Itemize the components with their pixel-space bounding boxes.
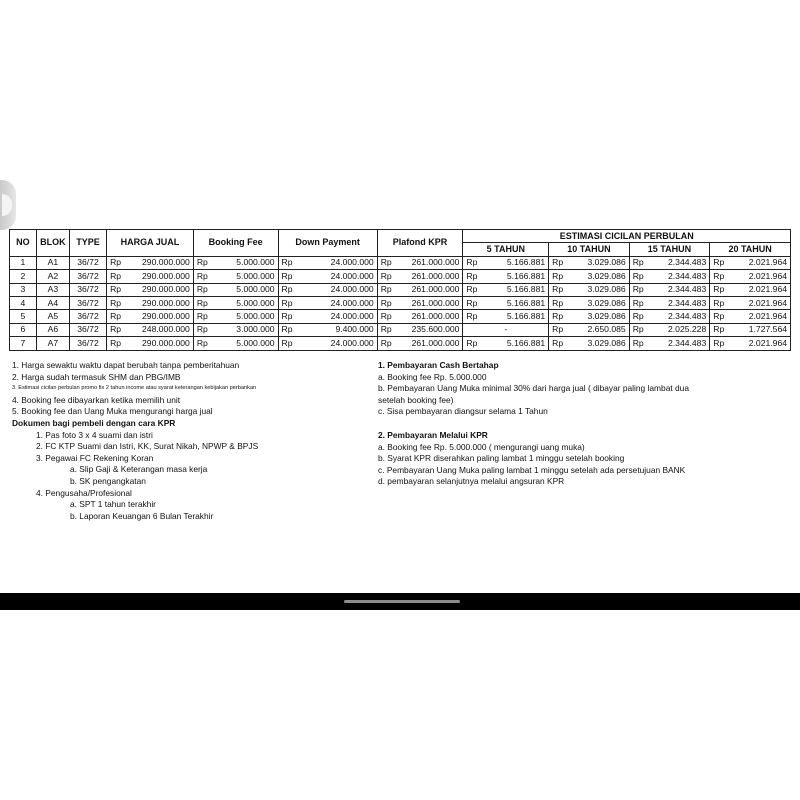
cell-blok: A7 xyxy=(36,337,69,350)
price-table xyxy=(9,229,791,351)
kpr-item-b: b. Syarat KPR diserahkan paling lambat 1 minggu setelah booking xyxy=(378,453,625,464)
notes-left xyxy=(12,360,372,522)
note-1: 1. Harga sewaktu waktu dapat berubah tanpa pemberitahuan xyxy=(12,360,240,370)
cell-cicilan-10: 3.029.086 xyxy=(565,296,629,309)
currency-label: Rp xyxy=(278,256,295,269)
header-plafond-kpr: Plafond KPR xyxy=(377,230,463,257)
cell-no: 6 xyxy=(10,323,37,336)
kpr-item-a: a. Booking fee Rp. 5.000.000 ( mengurangi uang muka) xyxy=(378,441,585,452)
currency-label: Rp xyxy=(193,296,210,309)
cash-item-b-line2: setelah booking fee) xyxy=(378,394,454,405)
cell-no: 4 xyxy=(10,296,37,309)
currency-label: Rp xyxy=(710,337,727,350)
currency-label: Rp xyxy=(377,296,394,309)
cash-payment-title: 1. Pembayaran Cash Bertahap xyxy=(378,360,499,370)
cell-plafond: 261.000.000 xyxy=(394,337,463,350)
cell-plafond: 261.000.000 xyxy=(394,296,463,309)
table-row xyxy=(10,283,791,296)
table-row xyxy=(10,323,791,336)
header-booking-fee: Booking Fee xyxy=(193,230,278,257)
currency-label: Rp xyxy=(463,310,480,323)
cell-cicilan-5: 5.166.881 xyxy=(479,296,548,309)
cell-plafond: 261.000.000 xyxy=(394,283,463,296)
cell-down-payment: 9.400.000 xyxy=(295,323,378,336)
table-row xyxy=(10,310,791,323)
currency-label: Rp xyxy=(710,296,727,309)
document-item-4a: a. SPT 1 tahun terakhir xyxy=(70,499,156,510)
cell-harga-jual: 290.000.000 xyxy=(123,283,193,296)
cell-cicilan-15: 2.344.483 xyxy=(646,337,710,350)
currency-label: Rp xyxy=(193,283,210,296)
cell-blok: A3 xyxy=(36,283,69,296)
cell-cicilan-15: 2.344.483 xyxy=(646,256,710,269)
cash-item-a: a. Booking fee Rp. 5.000.000 xyxy=(378,371,487,382)
currency-label: Rp xyxy=(710,323,727,336)
currency-label: Rp xyxy=(629,256,646,269)
header-estimasi-cicilan: ESTIMASI CICILAN PERBULAN xyxy=(463,230,791,243)
currency-label: Rp xyxy=(629,283,646,296)
currency-label: Rp xyxy=(107,270,124,283)
cell-booking-fee: 3.000.000 xyxy=(210,323,278,336)
header-tenor-15: 15 TAHUN xyxy=(629,243,710,256)
currency-label: Rp xyxy=(377,270,394,283)
currency-label: Rp xyxy=(377,310,394,323)
cell-cicilan-10: 3.029.086 xyxy=(565,310,629,323)
cell-cicilan-15: 2.344.483 xyxy=(646,270,710,283)
cell-harga-jual: 290.000.000 xyxy=(123,256,193,269)
cell-blok: A1 xyxy=(36,256,69,269)
cell-booking-fee: 5.000.000 xyxy=(210,270,278,283)
cell-blok: A6 xyxy=(36,323,69,336)
cell-harga-jual: 290.000.000 xyxy=(123,296,193,309)
cell-harga-jual: 290.000.000 xyxy=(123,270,193,283)
cash-item-c: c. Sisa pembayaran diangsur selama 1 Tahun xyxy=(378,406,548,417)
cell-type: 36/72 xyxy=(69,337,106,350)
cell-blok: A5 xyxy=(36,310,69,323)
currency-label: Rp xyxy=(193,323,210,336)
kpr-item-c: c. Pembayaran Uang Muka paling lambat 1 minggu setelah ada persetujuan BANK xyxy=(378,464,686,475)
cell-booking-fee: 5.000.000 xyxy=(210,296,278,309)
currency-label: Rp xyxy=(463,337,480,350)
cell-plafond: 235.600.000 xyxy=(394,323,463,336)
currency-label: Rp xyxy=(463,270,480,283)
cell-cicilan-10: 3.029.086 xyxy=(565,283,629,296)
cell-type: 36/72 xyxy=(69,310,106,323)
cell-type: 36/72 xyxy=(69,296,106,309)
notes-right xyxy=(378,360,798,488)
cell-down-payment: 24.000.000 xyxy=(295,310,378,323)
document-item-3: 3. Pegawai FC Rekening Koran xyxy=(36,452,154,463)
header-blok: BLOK xyxy=(36,230,69,257)
currency-label: Rp xyxy=(463,296,480,309)
currency-label: Rp xyxy=(278,337,295,350)
bottom-bar xyxy=(0,593,800,610)
cell-cicilan-15: 2.025.228 xyxy=(646,323,710,336)
cell-cicilan-10: 3.029.086 xyxy=(565,256,629,269)
currency-label: Rp xyxy=(549,337,566,350)
currency-label: Rp xyxy=(549,256,566,269)
cell-cicilan-20: 1.727.564 xyxy=(726,323,790,336)
document-item-3a: a. Slip Gaji & Keterangan masa kerja xyxy=(70,464,208,475)
cell-no: 5 xyxy=(10,310,37,323)
cell-cicilan-20: 2.021.964 xyxy=(726,337,790,350)
cell-down-payment: 24.000.000 xyxy=(295,283,378,296)
cell-cicilan-5: 5.166.881 xyxy=(479,256,548,269)
currency-label: Rp xyxy=(549,270,566,283)
note-3: 3. Estimasi cicilan perbulan promo fix 2 tahun income atau syarat keterangan kebijakan perbankan xyxy=(12,385,257,392)
cell-down-payment: 24.000.000 xyxy=(295,296,378,309)
header-no: NO xyxy=(10,230,37,257)
table-row xyxy=(10,270,791,283)
currency-label: Rp xyxy=(629,270,646,283)
currency-label: Rp xyxy=(629,323,646,336)
currency-label: Rp xyxy=(193,310,210,323)
cell-plafond: 261.000.000 xyxy=(394,256,463,269)
cell-no: 2 xyxy=(10,270,37,283)
cell-type: 36/72 xyxy=(69,323,106,336)
kpr-payment-title: 2. Pembayaran Melalui KPR xyxy=(378,429,488,440)
currency-label: Rp xyxy=(193,337,210,350)
cell-type: 36/72 xyxy=(69,256,106,269)
cell-down-payment: 24.000.000 xyxy=(295,256,378,269)
header-tenor-20: 20 TAHUN xyxy=(710,243,791,256)
cell-booking-fee: 5.000.000 xyxy=(210,310,278,323)
cell-down-payment: 24.000.000 xyxy=(295,270,378,283)
cell-type: 36/72 xyxy=(69,270,106,283)
cell-cicilan-10: 3.029.086 xyxy=(565,337,629,350)
note-4: 4. Booking fee dibayarkan ketika memilih unit xyxy=(12,394,181,405)
document-item-4: 4. Pengusaha/Profesional xyxy=(36,487,132,498)
currency-label: Rp xyxy=(629,310,646,323)
header-harga-jual: HARGA JUAL xyxy=(107,230,194,257)
cell-cicilan-20: 2.021.964 xyxy=(726,296,790,309)
cell-no: 3 xyxy=(10,283,37,296)
cell-booking-fee: 5.000.000 xyxy=(210,337,278,350)
cell-harga-jual: 248.000.000 xyxy=(123,323,193,336)
cell-cicilan-5: 5.166.881 xyxy=(479,337,548,350)
note-5: 5. Booking fee dan Uang Muka mengurangi harga jual xyxy=(12,406,213,417)
cell-no: 1 xyxy=(10,256,37,269)
cell-cicilan-10: 3.029.086 xyxy=(565,270,629,283)
currency-label: Rp xyxy=(629,296,646,309)
currency-label: Rp xyxy=(463,283,480,296)
cell-type: 36/72 xyxy=(69,283,106,296)
cell-cicilan-5: 5.166.881 xyxy=(479,310,548,323)
currency-label: Rp xyxy=(107,296,124,309)
table-body xyxy=(10,256,791,350)
currency-label: Rp xyxy=(377,323,394,336)
cash-item-b-line1: b. Pembayaran Uang Muka minimal 30% dari harga jual ( dibayar paling lambat dua xyxy=(378,383,689,394)
currency-label: Rp xyxy=(278,310,295,323)
cell-plafond: 261.000.000 xyxy=(394,270,463,283)
document-item-2: 2. FC KTP Suami dan Istri, KK, Surat Nikah, NPWP & BPJS xyxy=(36,441,259,452)
document-item-1: 1. Pas foto 3 x 4 suami dan istri xyxy=(36,429,153,440)
cell-cicilan-5: 5.166.881 xyxy=(479,270,548,283)
cell-blok: A4 xyxy=(36,296,69,309)
document-item-3b: b. SK pengangkatan xyxy=(70,475,146,486)
cell-cicilan-20: 2.021.964 xyxy=(726,270,790,283)
cell-cicilan-15: 2.344.483 xyxy=(646,283,710,296)
currency-label: Rp xyxy=(107,323,124,336)
cell-cicilan-20: 2.021.964 xyxy=(726,256,790,269)
currency-label: Rp xyxy=(278,270,295,283)
currency-label: Rp xyxy=(377,283,394,296)
currency-label: Rp xyxy=(549,310,566,323)
currency-label: Rp xyxy=(549,283,566,296)
kpr-item-d: d. pembayaran selanjutnya melalui angsuran KPR xyxy=(378,476,565,487)
currency-label: Rp xyxy=(710,256,727,269)
edge-swipe-handle[interactable] xyxy=(0,180,16,230)
currency-label: Rp xyxy=(193,256,210,269)
header-tenor-5: 5 TAHUN xyxy=(463,243,549,256)
home-indicator[interactable] xyxy=(344,600,460,603)
currency-label: Rp xyxy=(710,310,727,323)
cell-no: 7 xyxy=(10,337,37,350)
header-tenor-10: 10 TAHUN xyxy=(549,243,630,256)
cell-blok: A2 xyxy=(36,270,69,283)
currency-label: Rp xyxy=(193,270,210,283)
cell-cicilan-5: 5.166.881 xyxy=(479,283,548,296)
cell-booking-fee: 5.000.000 xyxy=(210,283,278,296)
currency-label: Rp xyxy=(107,283,124,296)
cell-plafond: 261.000.000 xyxy=(394,310,463,323)
table-row xyxy=(10,296,791,309)
cell-cicilan-20: 2.021.964 xyxy=(726,283,790,296)
documents-title: Dokumen bagi pembeli dengan cara KPR xyxy=(12,417,176,428)
currency-label: Rp xyxy=(107,256,124,269)
table-row xyxy=(10,256,791,269)
currency-label: Rp xyxy=(629,337,646,350)
header-down-payment: Down Payment xyxy=(278,230,377,257)
cell-cicilan-15: 2.344.483 xyxy=(646,296,710,309)
currency-label: Rp xyxy=(549,296,566,309)
currency-label: Rp xyxy=(377,256,394,269)
currency-label: Rp xyxy=(107,310,124,323)
note-2: 2. Harga sudah termasuk SHM dan PBG/IMB xyxy=(12,371,181,382)
currency-label: Rp xyxy=(710,283,727,296)
cell-down-payment: 24.000.000 xyxy=(295,337,378,350)
cell-booking-fee: 5.000.000 xyxy=(210,256,278,269)
currency-label: Rp xyxy=(107,337,124,350)
currency-label: Rp xyxy=(278,323,295,336)
cell-cicilan-10: 2.650.085 xyxy=(565,323,629,336)
document-item-4b: b. Laporan Keuangan 6 Bulan Terakhir xyxy=(70,510,214,521)
currency-label: Rp xyxy=(377,337,394,350)
cell-harga-jual: 290.000.000 xyxy=(123,337,193,350)
currency-label: Rp xyxy=(549,323,566,336)
currency-label: Rp xyxy=(278,283,295,296)
currency-label: Rp xyxy=(463,256,480,269)
cell-cicilan-5: - xyxy=(463,323,549,336)
currency-label: Rp xyxy=(710,270,727,283)
header-type: TYPE xyxy=(69,230,106,257)
cell-harga-jual: 290.000.000 xyxy=(123,310,193,323)
table-row xyxy=(10,337,791,350)
cell-cicilan-15: 2.344.483 xyxy=(646,310,710,323)
currency-label: Rp xyxy=(278,296,295,309)
cell-cicilan-20: 2.021.964 xyxy=(726,310,790,323)
